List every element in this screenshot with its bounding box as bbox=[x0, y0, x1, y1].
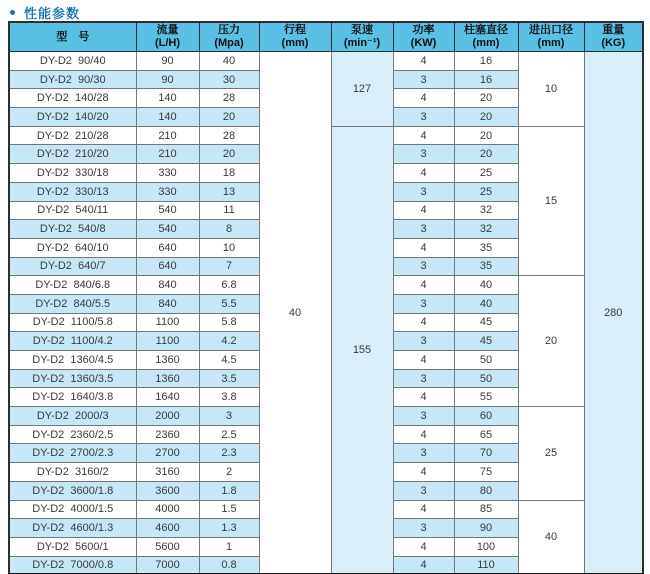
plunger-cell: 110 bbox=[454, 556, 518, 574]
pressure-cell: 1.8 bbox=[199, 481, 259, 500]
port-cell: 15 bbox=[518, 126, 584, 276]
plunger-cell: 90 bbox=[454, 519, 518, 538]
plunger-cell: 60 bbox=[454, 407, 518, 426]
power-cell: 3 bbox=[393, 444, 454, 463]
model-cell: DY-D2 840/6.8 bbox=[9, 276, 136, 295]
plunger-cell: 16 bbox=[454, 52, 518, 71]
power-cell: 4 bbox=[393, 425, 454, 444]
plunger-cell: 25 bbox=[454, 182, 518, 201]
pressure-cell: 5.5 bbox=[199, 294, 259, 313]
model-cell: DY-D2 1100/4.2 bbox=[9, 332, 136, 351]
table-header-row bbox=[9, 22, 643, 52]
model-cell: DY-D2 1640/3.8 bbox=[9, 388, 136, 407]
header-line2: (Mpa) bbox=[214, 37, 244, 49]
model-cell: DY-D2 330/13 bbox=[9, 182, 136, 201]
flow-cell: 7000 bbox=[136, 556, 199, 574]
plunger-cell: 35 bbox=[454, 238, 518, 257]
pressure-cell: 1 bbox=[199, 537, 259, 556]
header-line2: (KG) bbox=[601, 37, 626, 49]
pressure-cell: 6.8 bbox=[199, 276, 259, 295]
header-line1: 流量 bbox=[156, 24, 179, 36]
pressure-cell: 13 bbox=[199, 182, 259, 201]
model-cell: DY-D2 140/20 bbox=[9, 108, 136, 127]
header-line1: 功率 bbox=[412, 24, 435, 36]
header-line2: (mm) bbox=[281, 37, 309, 49]
pressure-cell: 4.2 bbox=[199, 332, 259, 351]
plunger-cell: 40 bbox=[454, 294, 518, 313]
plunger-cell: 45 bbox=[454, 313, 518, 332]
plunger-cell: 40 bbox=[454, 276, 518, 295]
power-cell: 3 bbox=[393, 481, 454, 500]
model-cell: DY-D2 540/11 bbox=[9, 201, 136, 220]
plunger-cell: 20 bbox=[454, 89, 518, 108]
col-header-stroke bbox=[259, 22, 331, 52]
plunger-cell: 20 bbox=[454, 145, 518, 164]
stroke-cell: 40 bbox=[259, 52, 331, 574]
pressure-cell: 1.3 bbox=[199, 519, 259, 538]
pressure-cell: 2.5 bbox=[199, 425, 259, 444]
plunger-cell: 75 bbox=[454, 463, 518, 482]
pressure-cell: 28 bbox=[199, 89, 259, 108]
plunger-cell: 35 bbox=[454, 257, 518, 276]
power-cell: 3 bbox=[393, 519, 454, 538]
pressure-cell: 3.5 bbox=[199, 369, 259, 388]
power-cell: 4 bbox=[393, 500, 454, 519]
plunger-cell: 16 bbox=[454, 70, 518, 89]
port-cell: 10 bbox=[518, 52, 584, 127]
weight-cell: 280 bbox=[584, 52, 643, 574]
model-cell: DY-D2 4000/1.5 bbox=[9, 500, 136, 519]
plunger-cell: 50 bbox=[454, 369, 518, 388]
plunger-cell: 55 bbox=[454, 388, 518, 407]
flow-cell: 90 bbox=[136, 52, 199, 71]
model-cell: DY-D2 2000/3 bbox=[9, 407, 136, 426]
plunger-cell: 50 bbox=[454, 351, 518, 370]
flow-cell: 330 bbox=[136, 164, 199, 183]
flow-cell: 1100 bbox=[136, 313, 199, 332]
power-cell: 3 bbox=[393, 257, 454, 276]
flow-cell: 1360 bbox=[136, 351, 199, 370]
flow-cell: 640 bbox=[136, 257, 199, 276]
table-row bbox=[9, 52, 643, 71]
model-cell: DY-D2 640/10 bbox=[9, 238, 136, 257]
col-header-weight bbox=[584, 22, 643, 52]
plunger-cell: 32 bbox=[454, 201, 518, 220]
power-cell: 4 bbox=[393, 238, 454, 257]
flow-cell: 5600 bbox=[136, 537, 199, 556]
flow-cell: 140 bbox=[136, 89, 199, 108]
flow-cell: 4600 bbox=[136, 519, 199, 538]
bullet-icon bbox=[10, 10, 15, 15]
flow-cell: 210 bbox=[136, 126, 199, 145]
header-line2: (L/H) bbox=[154, 37, 181, 49]
plunger-cell: 65 bbox=[454, 425, 518, 444]
power-cell: 4 bbox=[393, 164, 454, 183]
plunger-cell: 70 bbox=[454, 444, 518, 463]
pressure-cell: 40 bbox=[199, 52, 259, 71]
flow-cell: 1640 bbox=[136, 388, 199, 407]
plunger-cell: 20 bbox=[454, 126, 518, 145]
model-cell: DY-D2 2700/2.3 bbox=[9, 444, 136, 463]
section-title-bar bbox=[0, 0, 650, 21]
plunger-cell: 45 bbox=[454, 332, 518, 351]
power-cell: 3 bbox=[393, 332, 454, 351]
pressure-cell: 8 bbox=[199, 220, 259, 239]
port-cell: 40 bbox=[518, 500, 584, 574]
model-cell: DY-D2 3160/2 bbox=[9, 463, 136, 482]
flow-cell: 3160 bbox=[136, 463, 199, 482]
pressure-cell: 7 bbox=[199, 257, 259, 276]
power-cell: 4 bbox=[393, 463, 454, 482]
power-cell: 4 bbox=[393, 388, 454, 407]
flow-cell: 840 bbox=[136, 276, 199, 295]
model-cell: DY-D2 90/30 bbox=[9, 70, 136, 89]
header-line1: 重量 bbox=[602, 24, 625, 36]
power-cell: 4 bbox=[393, 89, 454, 108]
model-cell: DY-D2 210/20 bbox=[9, 145, 136, 164]
pressure-cell: 3.8 bbox=[199, 388, 259, 407]
model-cell: DY-D2 330/18 bbox=[9, 164, 136, 183]
flow-cell: 540 bbox=[136, 220, 199, 239]
header-line1: 压力 bbox=[218, 24, 240, 36]
header-line2: (mm) bbox=[537, 37, 565, 49]
speed-cell: 127 bbox=[331, 52, 393, 127]
flow-cell: 1100 bbox=[136, 332, 199, 351]
port-cell: 25 bbox=[518, 407, 584, 500]
model-cell: DY-D2 2360/2.5 bbox=[9, 425, 136, 444]
col-header-model bbox=[9, 22, 136, 52]
flow-cell: 840 bbox=[136, 294, 199, 313]
pressure-cell: 2.3 bbox=[199, 444, 259, 463]
header-line1: 型 号 bbox=[56, 30, 90, 43]
power-cell: 3 bbox=[393, 145, 454, 164]
power-cell: 3 bbox=[393, 182, 454, 201]
col-header-flow bbox=[136, 22, 199, 52]
model-cell: DY-D2 4600/1.3 bbox=[9, 519, 136, 538]
header-line2: (mm) bbox=[472, 37, 500, 49]
pressure-cell: 2 bbox=[199, 463, 259, 482]
flow-cell: 210 bbox=[136, 145, 199, 164]
flow-cell: 1360 bbox=[136, 369, 199, 388]
plunger-cell: 25 bbox=[454, 164, 518, 183]
header-line2: (KW) bbox=[410, 37, 437, 49]
model-cell: DY-D2 640/7 bbox=[9, 257, 136, 276]
col-header-pressure bbox=[199, 22, 259, 52]
power-cell: 4 bbox=[393, 351, 454, 370]
plunger-cell: 32 bbox=[454, 220, 518, 239]
flow-cell: 330 bbox=[136, 182, 199, 201]
plunger-cell: 85 bbox=[454, 500, 518, 519]
performance-table bbox=[8, 21, 644, 574]
flow-cell: 3600 bbox=[136, 481, 199, 500]
power-cell: 3 bbox=[393, 108, 454, 127]
plunger-cell: 20 bbox=[454, 108, 518, 127]
pressure-cell: 30 bbox=[199, 70, 259, 89]
flow-cell: 140 bbox=[136, 108, 199, 127]
flow-cell: 2700 bbox=[136, 444, 199, 463]
power-cell: 3 bbox=[393, 220, 454, 239]
power-cell: 3 bbox=[393, 70, 454, 89]
model-cell: DY-D2 140/28 bbox=[9, 89, 136, 108]
flow-cell: 640 bbox=[136, 238, 199, 257]
model-cell: DY-D2 5600/1 bbox=[9, 537, 136, 556]
flow-cell: 4000 bbox=[136, 500, 199, 519]
col-header-plunger bbox=[454, 22, 518, 52]
power-cell: 4 bbox=[393, 52, 454, 71]
header-line1: 行程 bbox=[284, 24, 306, 36]
col-header-power bbox=[393, 22, 454, 52]
power-cell: 3 bbox=[393, 294, 454, 313]
section-title: 性能参数 bbox=[24, 6, 81, 21]
flow-cell: 90 bbox=[136, 70, 199, 89]
pressure-cell: 4.5 bbox=[199, 351, 259, 370]
pressure-cell: 10 bbox=[199, 238, 259, 257]
col-header-port bbox=[518, 22, 584, 52]
model-cell: DY-D2 3600/1.8 bbox=[9, 481, 136, 500]
plunger-cell: 80 bbox=[454, 481, 518, 500]
power-cell: 3 bbox=[393, 407, 454, 426]
model-cell: DY-D2 840/5.5 bbox=[9, 294, 136, 313]
model-cell: DY-D2 210/28 bbox=[9, 126, 136, 145]
flow-cell: 540 bbox=[136, 201, 199, 220]
pressure-cell: 11 bbox=[199, 201, 259, 220]
power-cell: 4 bbox=[393, 537, 454, 556]
pressure-cell: 5.8 bbox=[199, 313, 259, 332]
power-cell: 4 bbox=[393, 313, 454, 332]
pressure-cell: 0.8 bbox=[199, 556, 259, 574]
pressure-cell: 3 bbox=[199, 407, 259, 426]
header-line2: (min⁻¹) bbox=[343, 37, 381, 49]
power-cell: 3 bbox=[393, 369, 454, 388]
model-cell: DY-D2 1360/4.5 bbox=[9, 351, 136, 370]
header-line1: 进出口径 bbox=[529, 24, 573, 36]
col-header-speed bbox=[331, 22, 393, 52]
header-line1: 柱塞直径 bbox=[464, 24, 508, 36]
pressure-cell: 28 bbox=[199, 126, 259, 145]
model-cell: DY-D2 1360/3.5 bbox=[9, 369, 136, 388]
pressure-cell: 20 bbox=[199, 108, 259, 127]
pressure-cell: 18 bbox=[199, 164, 259, 183]
power-cell: 4 bbox=[393, 276, 454, 295]
pressure-cell: 1.5 bbox=[199, 500, 259, 519]
speed-cell: 155 bbox=[331, 126, 393, 574]
model-cell: DY-D2 540/8 bbox=[9, 220, 136, 239]
power-cell: 4 bbox=[393, 126, 454, 145]
port-cell: 20 bbox=[518, 276, 584, 407]
model-cell: DY-D2 7000/0.8 bbox=[9, 556, 136, 574]
power-cell: 4 bbox=[393, 201, 454, 220]
plunger-cell: 100 bbox=[454, 537, 518, 556]
flow-cell: 2360 bbox=[136, 425, 199, 444]
flow-cell: 2000 bbox=[136, 407, 199, 426]
model-cell: DY-D2 1100/5.8 bbox=[9, 313, 136, 332]
header-line1: 泵速 bbox=[351, 24, 373, 36]
model-cell: DY-D2 90/40 bbox=[9, 52, 136, 71]
power-cell: 4 bbox=[393, 556, 454, 574]
pressure-cell: 20 bbox=[199, 145, 259, 164]
